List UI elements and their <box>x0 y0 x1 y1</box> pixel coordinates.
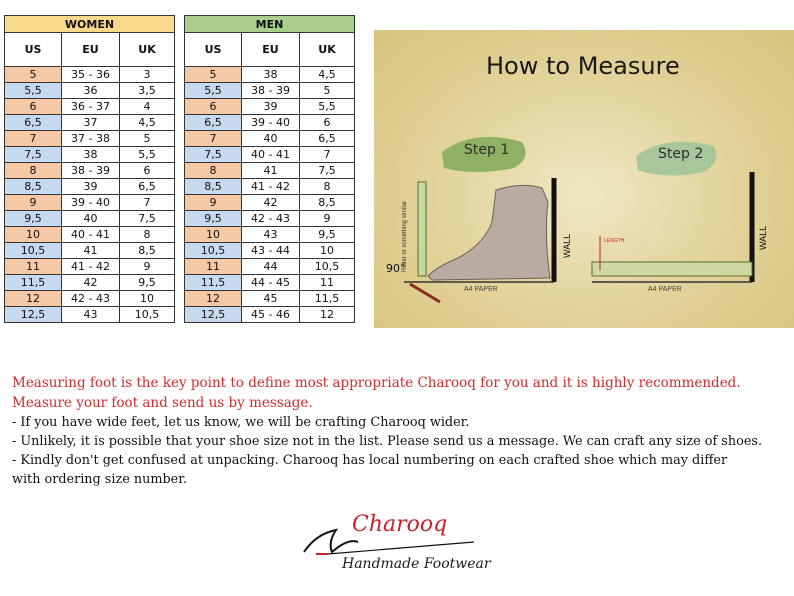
logo-tagline: Handmade Footwear <box>342 556 491 572</box>
men-size-table <box>184 15 355 323</box>
us-size-cell: 12 <box>5 291 62 307</box>
note-numbering-cont: with ordering size number. <box>12 472 188 487</box>
size-row <box>5 195 175 211</box>
us-size-cell: 8,5 <box>185 179 242 195</box>
measure-title: How to Measure <box>486 52 680 80</box>
uk-size-cell: 9,5 <box>300 227 355 243</box>
ruler-label: Ruller or something similar <box>402 200 408 272</box>
size-row <box>5 83 175 99</box>
size-row <box>185 211 355 227</box>
us-size-cell: 11 <box>185 259 242 275</box>
women-rows <box>5 67 175 323</box>
paper-label-1: A4 PAPER <box>464 286 498 293</box>
eu-size-cell: 40 - 41 <box>242 147 300 163</box>
uk-size-cell: 7 <box>300 147 355 163</box>
women-table-title: WOMEN <box>5 16 175 33</box>
size-row <box>185 195 355 211</box>
us-size-cell: 6 <box>185 99 242 115</box>
size-row <box>5 179 175 195</box>
eu-size-cell: 37 - 38 <box>62 131 120 147</box>
eu-size-cell: 40 - 41 <box>62 227 120 243</box>
us-size-cell: 11,5 <box>5 275 62 291</box>
eu-size-cell: 38 - 39 <box>242 83 300 99</box>
size-row <box>185 227 355 243</box>
us-size-cell: 9 <box>185 195 242 211</box>
us-size-cell: 10 <box>185 227 242 243</box>
uk-size-cell: 7,5 <box>120 211 175 227</box>
us-size-cell: 12,5 <box>5 307 62 323</box>
eu-size-cell: 40 <box>62 211 120 227</box>
eu-size-cell: 44 <box>242 259 300 275</box>
uk-size-cell: 8,5 <box>300 195 355 211</box>
col-uk: UK <box>120 33 175 67</box>
uk-size-cell: 5 <box>120 131 175 147</box>
size-row <box>5 131 175 147</box>
size-row <box>5 227 175 243</box>
measure-advice-line2: Measure your foot and send us by message. <box>12 395 313 411</box>
uk-size-cell: 7,5 <box>300 163 355 179</box>
size-row <box>5 99 175 115</box>
uk-size-cell: 11 <box>300 275 355 291</box>
size-row <box>5 243 175 259</box>
size-row <box>185 291 355 307</box>
eu-size-cell: 36 - 37 <box>62 99 120 115</box>
uk-size-cell: 10 <box>120 291 175 307</box>
uk-size-cell: 6 <box>300 115 355 131</box>
uk-size-cell: 6,5 <box>300 131 355 147</box>
eu-size-cell: 45 - 46 <box>242 307 300 323</box>
us-size-cell: 10 <box>5 227 62 243</box>
us-size-cell: 9,5 <box>5 211 62 227</box>
uk-size-cell: 4,5 <box>300 67 355 83</box>
eu-size-cell: 39 <box>242 99 300 115</box>
us-size-cell: 11 <box>5 259 62 275</box>
us-size-cell: 6,5 <box>185 115 242 131</box>
eu-size-cell: 38 - 39 <box>62 163 120 179</box>
size-row <box>185 307 355 323</box>
wall-label-2: WALL <box>758 225 768 250</box>
uk-size-cell: 4 <box>120 99 175 115</box>
us-size-cell: 6,5 <box>5 115 62 131</box>
note-numbering: - Kindly don't get confused at unpacking. Charooq has local numbering on each crafted shoe which may differ <box>12 453 728 468</box>
us-size-cell: 12 <box>185 291 242 307</box>
eu-size-cell: 42 <box>62 275 120 291</box>
eu-size-cell: 38 <box>242 67 300 83</box>
size-row <box>5 67 175 83</box>
size-row <box>5 291 175 307</box>
uk-size-cell: 12 <box>300 307 355 323</box>
size-row <box>5 163 175 179</box>
uk-size-cell: 10,5 <box>120 307 175 323</box>
size-row <box>185 115 355 131</box>
uk-size-cell: 3,5 <box>120 83 175 99</box>
us-size-cell: 8,5 <box>5 179 62 195</box>
wall-label-1: WALL <box>562 233 572 258</box>
length-ruler <box>592 262 752 276</box>
eu-size-cell: 43 <box>242 227 300 243</box>
size-row <box>5 307 175 323</box>
us-size-cell: 9 <box>5 195 62 211</box>
uk-size-cell: 8 <box>120 227 175 243</box>
us-size-cell: 9,5 <box>185 211 242 227</box>
women-size-table <box>4 15 175 323</box>
eu-size-cell: 41 <box>62 243 120 259</box>
size-row <box>5 275 175 291</box>
col-us: US <box>5 33 62 67</box>
uk-size-cell: 4,5 <box>120 115 175 131</box>
eu-size-cell: 43 - 44 <box>242 243 300 259</box>
eu-size-cell: 42 - 43 <box>242 211 300 227</box>
col-uk: UK <box>300 33 355 67</box>
length-label: LENGTH <box>604 238 625 244</box>
step1-label: Step 1 <box>464 142 510 158</box>
uk-size-cell: 8,5 <box>120 243 175 259</box>
us-size-cell: 7 <box>5 131 62 147</box>
eu-size-cell: 44 - 45 <box>242 275 300 291</box>
men-table-title: MEN <box>185 16 355 33</box>
note-wide-feet: - If you have wide feet, let us know, we will be crafting Charooq wider. <box>12 415 470 430</box>
size-row <box>185 275 355 291</box>
us-size-cell: 8 <box>185 163 242 179</box>
eu-size-cell: 39 - 40 <box>242 115 300 131</box>
size-row <box>185 147 355 163</box>
us-size-cell: 5 <box>5 67 62 83</box>
step2-label: Step 2 <box>658 146 704 162</box>
uk-size-cell: 9 <box>300 211 355 227</box>
paper-label-2: A4 PAPER <box>648 286 682 293</box>
us-size-cell: 7,5 <box>185 147 242 163</box>
size-row <box>185 131 355 147</box>
uk-size-cell: 9 <box>120 259 175 275</box>
us-size-cell: 5,5 <box>185 83 242 99</box>
eu-size-cell: 45 <box>242 291 300 307</box>
size-row <box>5 211 175 227</box>
uk-size-cell: 10 <box>300 243 355 259</box>
us-size-cell: 10,5 <box>185 243 242 259</box>
uk-size-cell: 8 <box>300 179 355 195</box>
size-row <box>185 243 355 259</box>
us-size-cell: 7,5 <box>5 147 62 163</box>
foot-icon <box>428 185 550 280</box>
uk-size-cell: 7 <box>120 195 175 211</box>
uk-size-cell: 5,5 <box>300 99 355 115</box>
eu-size-cell: 42 <box>242 195 300 211</box>
size-row <box>5 259 175 275</box>
us-size-cell: 7 <box>185 131 242 147</box>
size-row <box>185 99 355 115</box>
pencil-icon <box>410 284 440 302</box>
measure-drawing <box>374 30 794 328</box>
size-row <box>185 83 355 99</box>
eu-size-cell: 41 - 42 <box>62 259 120 275</box>
eu-size-cell: 41 <box>242 163 300 179</box>
us-size-cell: 12,5 <box>185 307 242 323</box>
eu-size-cell: 39 <box>62 179 120 195</box>
angle-label: 90° <box>386 262 406 275</box>
uk-size-cell: 3 <box>120 67 175 83</box>
eu-size-cell: 36 <box>62 83 120 99</box>
measure-advice-line1: Measuring foot is the key point to define most appropriate Charooq for you and it is highly recommended. <box>12 375 741 391</box>
col-us: US <box>185 33 242 67</box>
eu-size-cell: 38 <box>62 147 120 163</box>
col-eu: EU <box>62 33 120 67</box>
size-row <box>185 163 355 179</box>
uk-size-cell: 5 <box>300 83 355 99</box>
ruler-icon <box>418 182 426 276</box>
eu-size-cell: 37 <box>62 115 120 131</box>
eu-size-cell: 40 <box>242 131 300 147</box>
notes-block <box>12 373 792 489</box>
eu-size-cell: 41 - 42 <box>242 179 300 195</box>
size-row <box>185 67 355 83</box>
uk-size-cell: 11,5 <box>300 291 355 307</box>
us-size-cell: 5,5 <box>5 83 62 99</box>
uk-size-cell: 5,5 <box>120 147 175 163</box>
eu-size-cell: 35 - 36 <box>62 67 120 83</box>
size-row <box>5 147 175 163</box>
size-row <box>5 115 175 131</box>
uk-size-cell: 6 <box>120 163 175 179</box>
us-size-cell: 6 <box>5 99 62 115</box>
size-row <box>185 179 355 195</box>
us-size-cell: 10,5 <box>5 243 62 259</box>
eu-size-cell: 43 <box>62 307 120 323</box>
eu-size-cell: 39 - 40 <box>62 195 120 211</box>
us-size-cell: 8 <box>5 163 62 179</box>
uk-size-cell: 10,5 <box>300 259 355 275</box>
uk-size-cell: 6,5 <box>120 179 175 195</box>
col-eu: EU <box>242 33 300 67</box>
note-custom-size: - Unlikely, it is possible that your shoe size not in the list. Please send us a message. We can craft any size of shoes. <box>12 434 763 449</box>
size-row <box>185 259 355 275</box>
how-to-measure-illustration <box>374 30 794 328</box>
logo-wordmark: Charooq <box>352 512 448 537</box>
us-size-cell: 5 <box>185 67 242 83</box>
uk-size-cell: 9,5 <box>120 275 175 291</box>
eu-size-cell: 42 - 43 <box>62 291 120 307</box>
us-size-cell: 11,5 <box>185 275 242 291</box>
men-rows <box>185 67 355 323</box>
